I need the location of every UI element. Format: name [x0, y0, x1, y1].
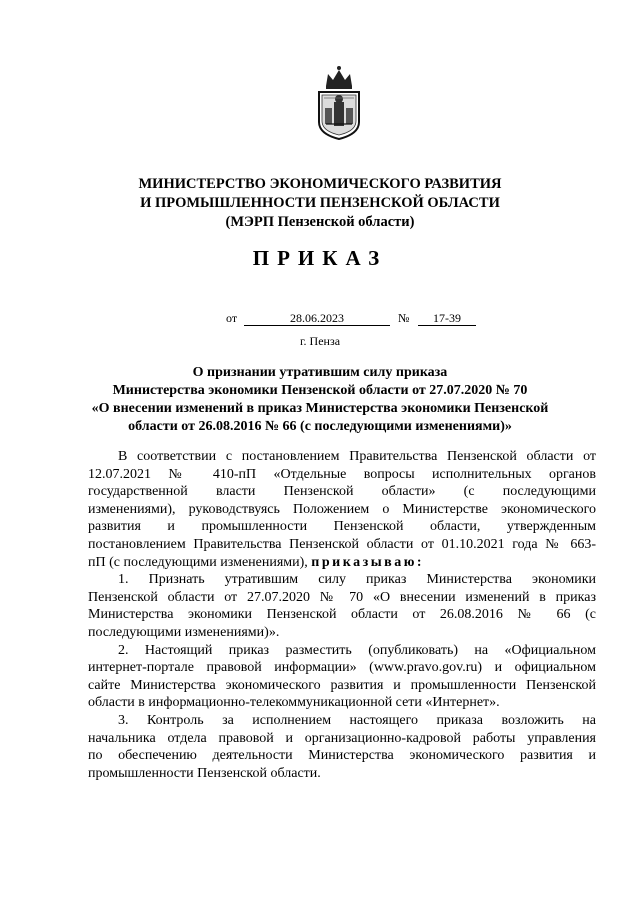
paragraph-item-2: [88, 642, 596, 712]
order-keyword: приказываю:: [311, 554, 425, 570]
number-sign: №: [398, 311, 410, 325]
document-type-title: ПРИКАЗ: [252, 246, 388, 270]
body-line: начальника отдела правовой и организационно-кадровой работы управления: [88, 730, 596, 746]
date-prefix: от: [226, 311, 238, 325]
body-line: промышленности Пензенской области.: [88, 765, 321, 781]
order-body: [88, 448, 596, 782]
ministry-name-line-2: И ПРОМЫШЛЕННОСТИ ПЕНЗЕНСКОЙ ОБЛАСТИ: [140, 195, 500, 211]
body-line: развития и промышленности Пензенской области, утвержденным: [88, 519, 596, 535]
body-line: изменениями), руководствуясь Положением о Министерстве экономического: [88, 501, 596, 517]
body-line: последующими изменениями)».: [88, 624, 280, 640]
body-line: [88, 554, 596, 572]
date-number-line: [226, 311, 486, 329]
body-line: государственной власти Пензенской области» (с последующими: [88, 484, 596, 500]
paragraph-preamble: [88, 448, 596, 571]
body-line: по обеспечению деятельности Министерства экономического развития и: [88, 748, 596, 764]
body-line: Пензенской области от 27.07.2020 № 70 «О внесении изменений в приказ: [88, 589, 596, 605]
paragraph-item-1: [88, 571, 596, 641]
body-line: 3. Контроль за исполнением настоящего приказа возложить на: [118, 712, 596, 728]
body-line: 1. Признать утратившим силу приказ Министерства экономики: [118, 572, 596, 588]
order-title: [60, 364, 580, 436]
ministry-name-line-1: МИНИСТЕРСТВО ЭКОНОМИЧЕСКОГО РАЗВИТИЯ: [138, 176, 502, 192]
body-line: В соответствии с постановлением Правительства Пензенской области от: [118, 449, 596, 464]
body-line: 2. Настоящий приказ разместить (опубликовать) на «Официальном: [118, 642, 596, 658]
body-line: 12.07.2021 № 410-пП «Отдельные вопросы исполнительных органов: [88, 466, 596, 482]
ministry-abbreviation: (МЭРП Пензенской области): [225, 214, 415, 230]
body-line: Министерства экономики Пензенской области от 26.08.2016 № 66 (с: [88, 607, 596, 623]
title-line-1: О признании утратившим силу приказа: [192, 365, 448, 380]
title-line-3: «О внесении изменений в приказ Министерства экономики Пензенской: [91, 401, 549, 416]
body-line: сайте Министерства экономического развития и промышленности Пензенской: [88, 677, 596, 693]
ministry-header: [40, 175, 600, 232]
body-line: области в информационно-телекоммуникационной сети «Интернет».: [88, 695, 500, 711]
city-label: г. Пенза: [299, 334, 341, 348]
penza-coat-of-arms-icon: [314, 64, 364, 140]
body-line-text: пП (с последующими изменениями),: [88, 554, 308, 570]
paragraph-item-3: [88, 712, 596, 782]
order-number: 17-39: [418, 311, 476, 326]
title-line-2: Министерства экономики Пензенской области от 27.07.2020 № 70: [112, 383, 528, 398]
title-line-4: области от 26.08.2016 № 66 (с последующими изменениями)»: [128, 419, 512, 434]
body-line: интернет-портале правовой информации» (www.pravo.gov.ru) и официальном: [88, 660, 596, 676]
order-date: 28.06.2023: [244, 311, 390, 326]
body-line: постановлением Правительства Пензенской области от 01.10.2021 года № 663-: [88, 536, 596, 552]
